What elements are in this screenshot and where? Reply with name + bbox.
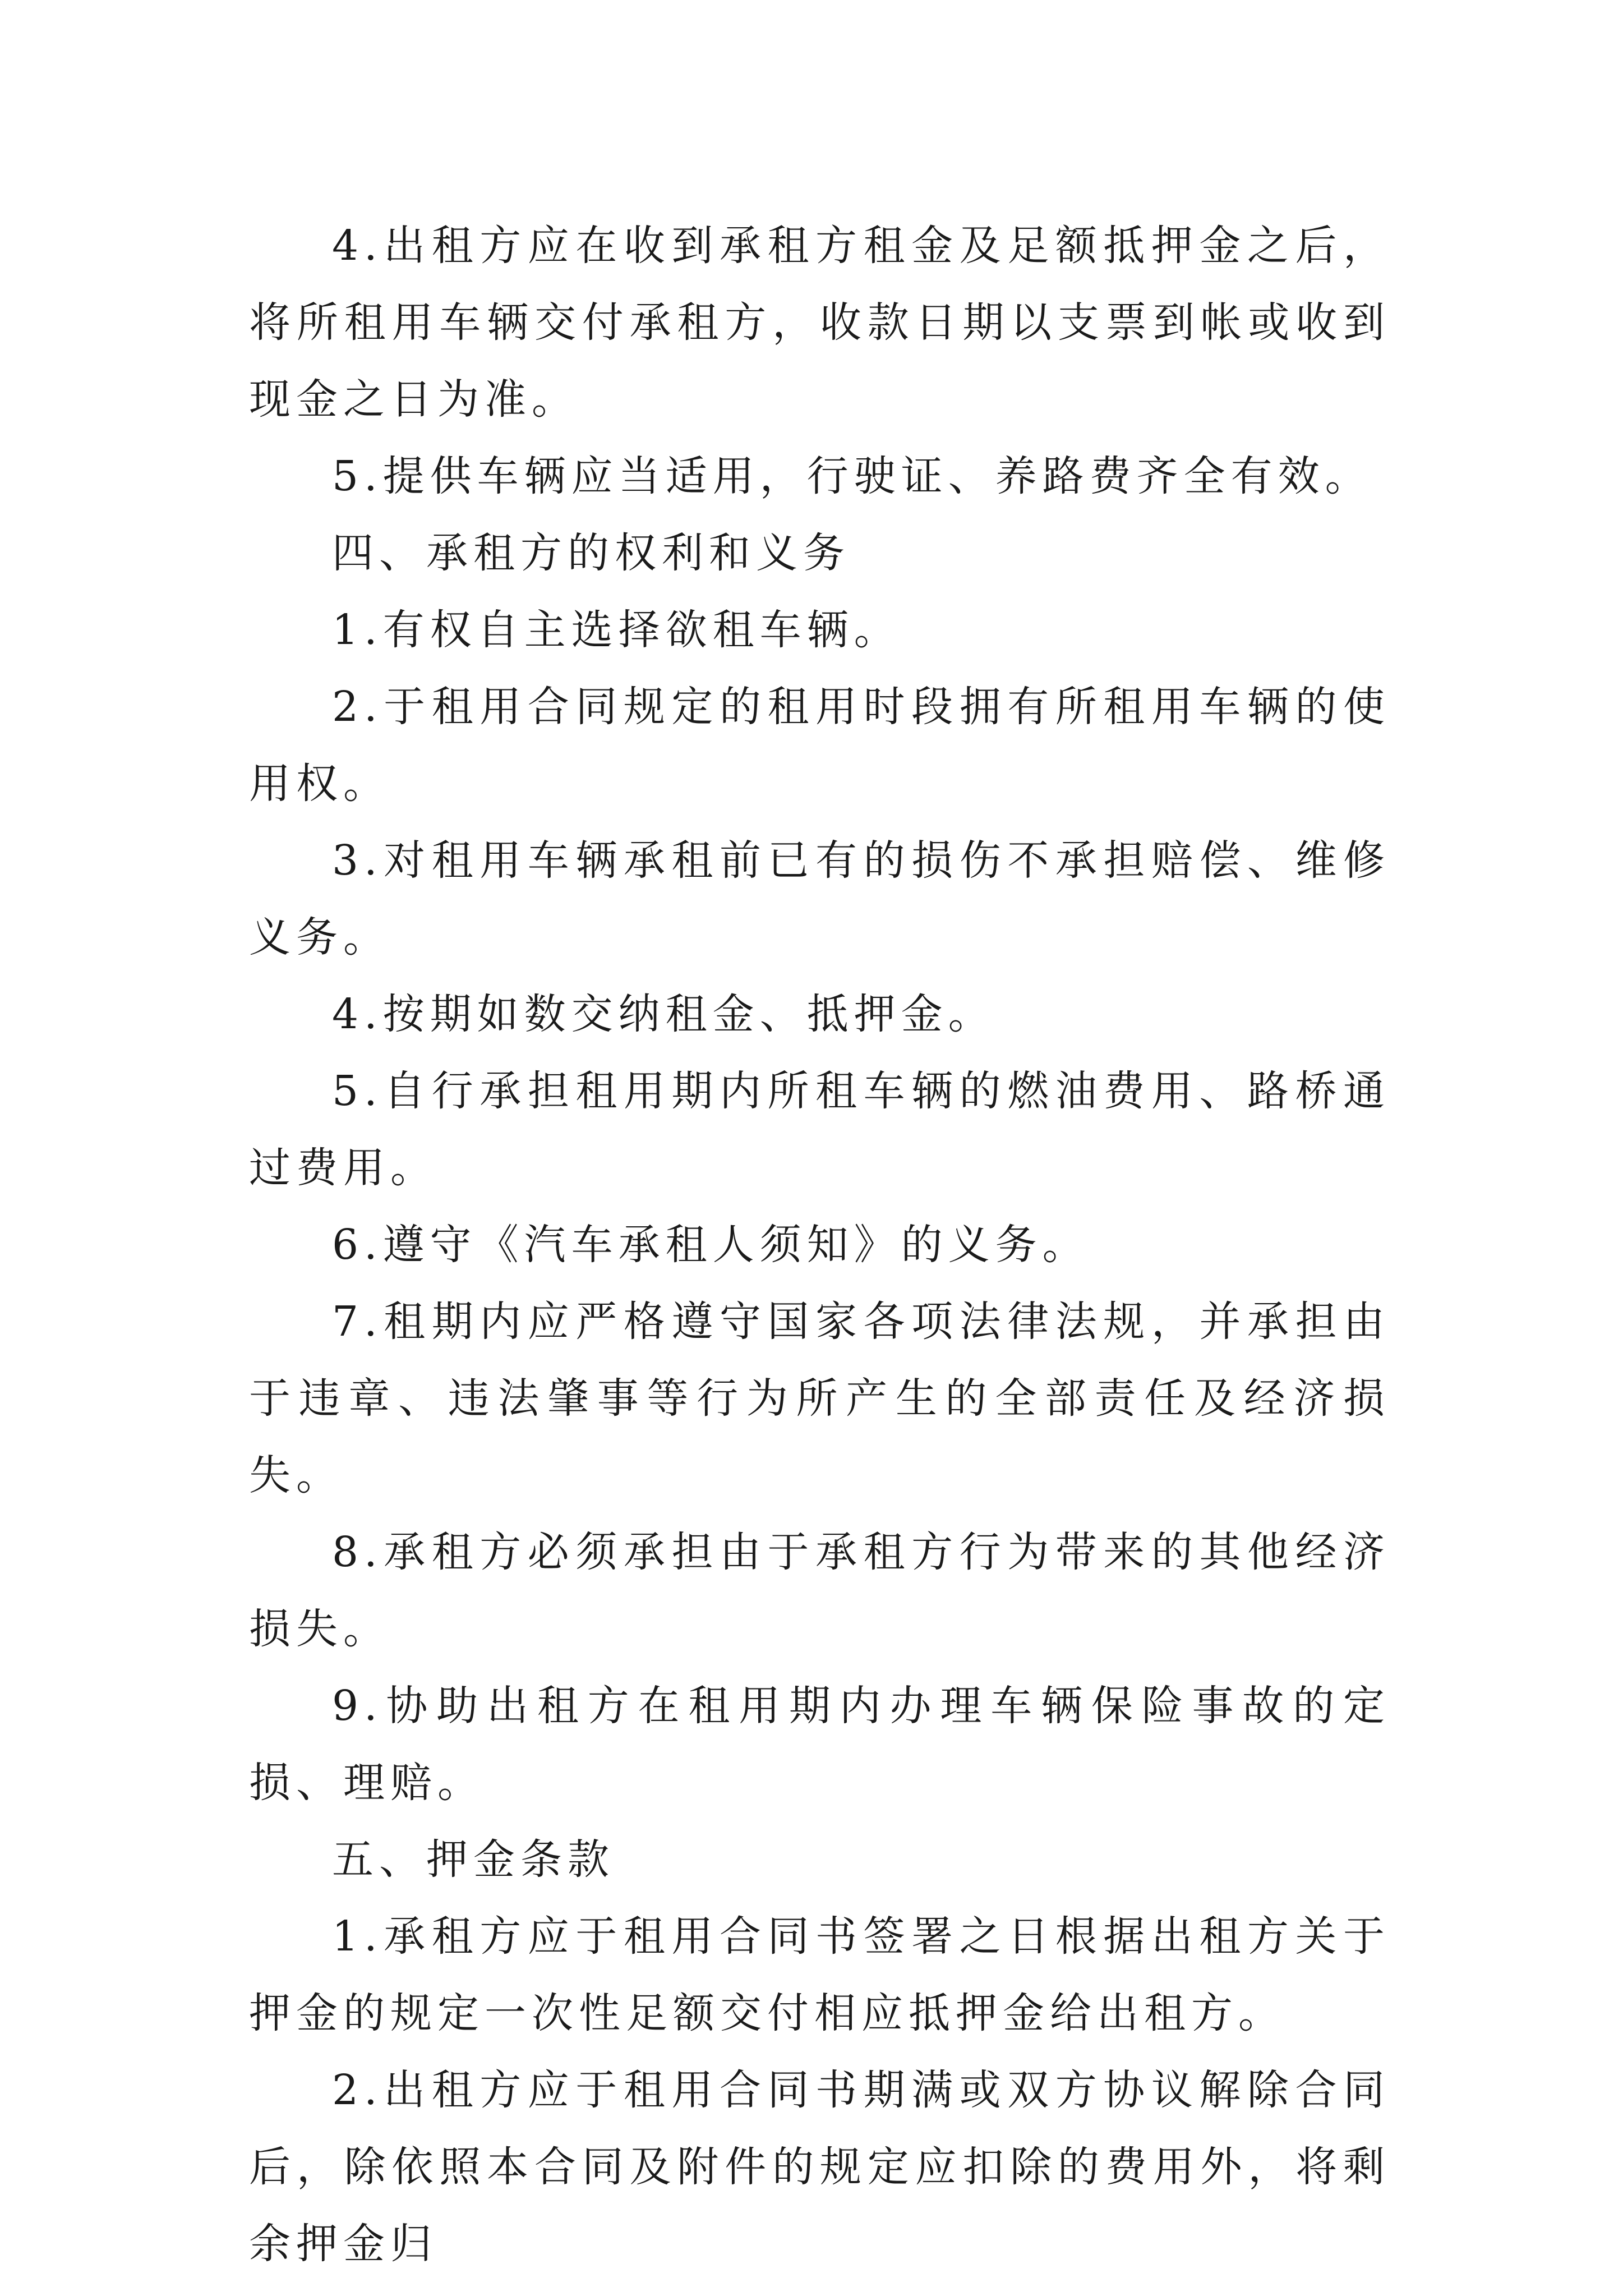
document-body bbox=[249, 208, 1390, 2283]
paragraph-lessee-item-6: 6.遵守《汽车承租人须知》的义务。 bbox=[332, 1221, 1090, 1269]
paragraph-lessee-item-1: 1.有权自主选择欲租车辆。 bbox=[332, 606, 901, 654]
paragraph-lessee-item-2: 2.于租用合同规定的租用时段拥有所租用车辆的使用权。 bbox=[249, 683, 1390, 808]
paragraph-deposit-item-2: 2.出租方应于租用合同书期满或双方协议解除合同后，除依照本合同及附件的规定应扣除的费用外，将剩余押金归 bbox=[249, 2066, 1390, 2268]
paragraph-lessee-item-5: 5.自行承担租用期内所租车辆的燃油费用、路桥通过费用。 bbox=[249, 1067, 1390, 1192]
paragraph-lessee-item-9: 9.协助出租方在租用期内办理车辆保险事故的定损、理赔。 bbox=[249, 1682, 1390, 1807]
paragraph-lessee-item-7: 7.租期内应严格遵守国家各项法律法规，并承担由于违章、违法肇事等行为所产生的全部责任及经济损失。 bbox=[249, 1297, 1390, 1499]
section-heading-deposit-terms: 五、押金条款 bbox=[332, 1835, 615, 1884]
paragraph-lessee-item-3: 3.对租用车辆承租前已有的损伤不承担赔偿、维修义务。 bbox=[249, 836, 1390, 961]
paragraph-lessee-item-4: 4.按期如数交纳租金、抵押金。 bbox=[332, 990, 995, 1038]
paragraph-lessor-duty-5: 5.提供车辆应当适用，行驶证、养路费齐全有效。 bbox=[332, 452, 1372, 500]
section-heading-lessee-rights: 四、承租方的权利和义务 bbox=[332, 529, 850, 577]
paragraph-deposit-item-1: 1.承租方应于租用合同书签署之日根据出租方关于押金的规定一次性足额交付相应抵押金给出租方。 bbox=[249, 1912, 1390, 2037]
paragraph-lessee-item-8: 8.承租方必须承担由于承租方行为带来的其他经济损失。 bbox=[249, 1528, 1390, 1653]
paragraph-lessor-duty-4: 4.出租方应在收到承租方租金及足额抵押金之后，将所租用车辆交付承租方，收款日期以支票到帐或收到现金之日为准。 bbox=[249, 222, 1390, 424]
